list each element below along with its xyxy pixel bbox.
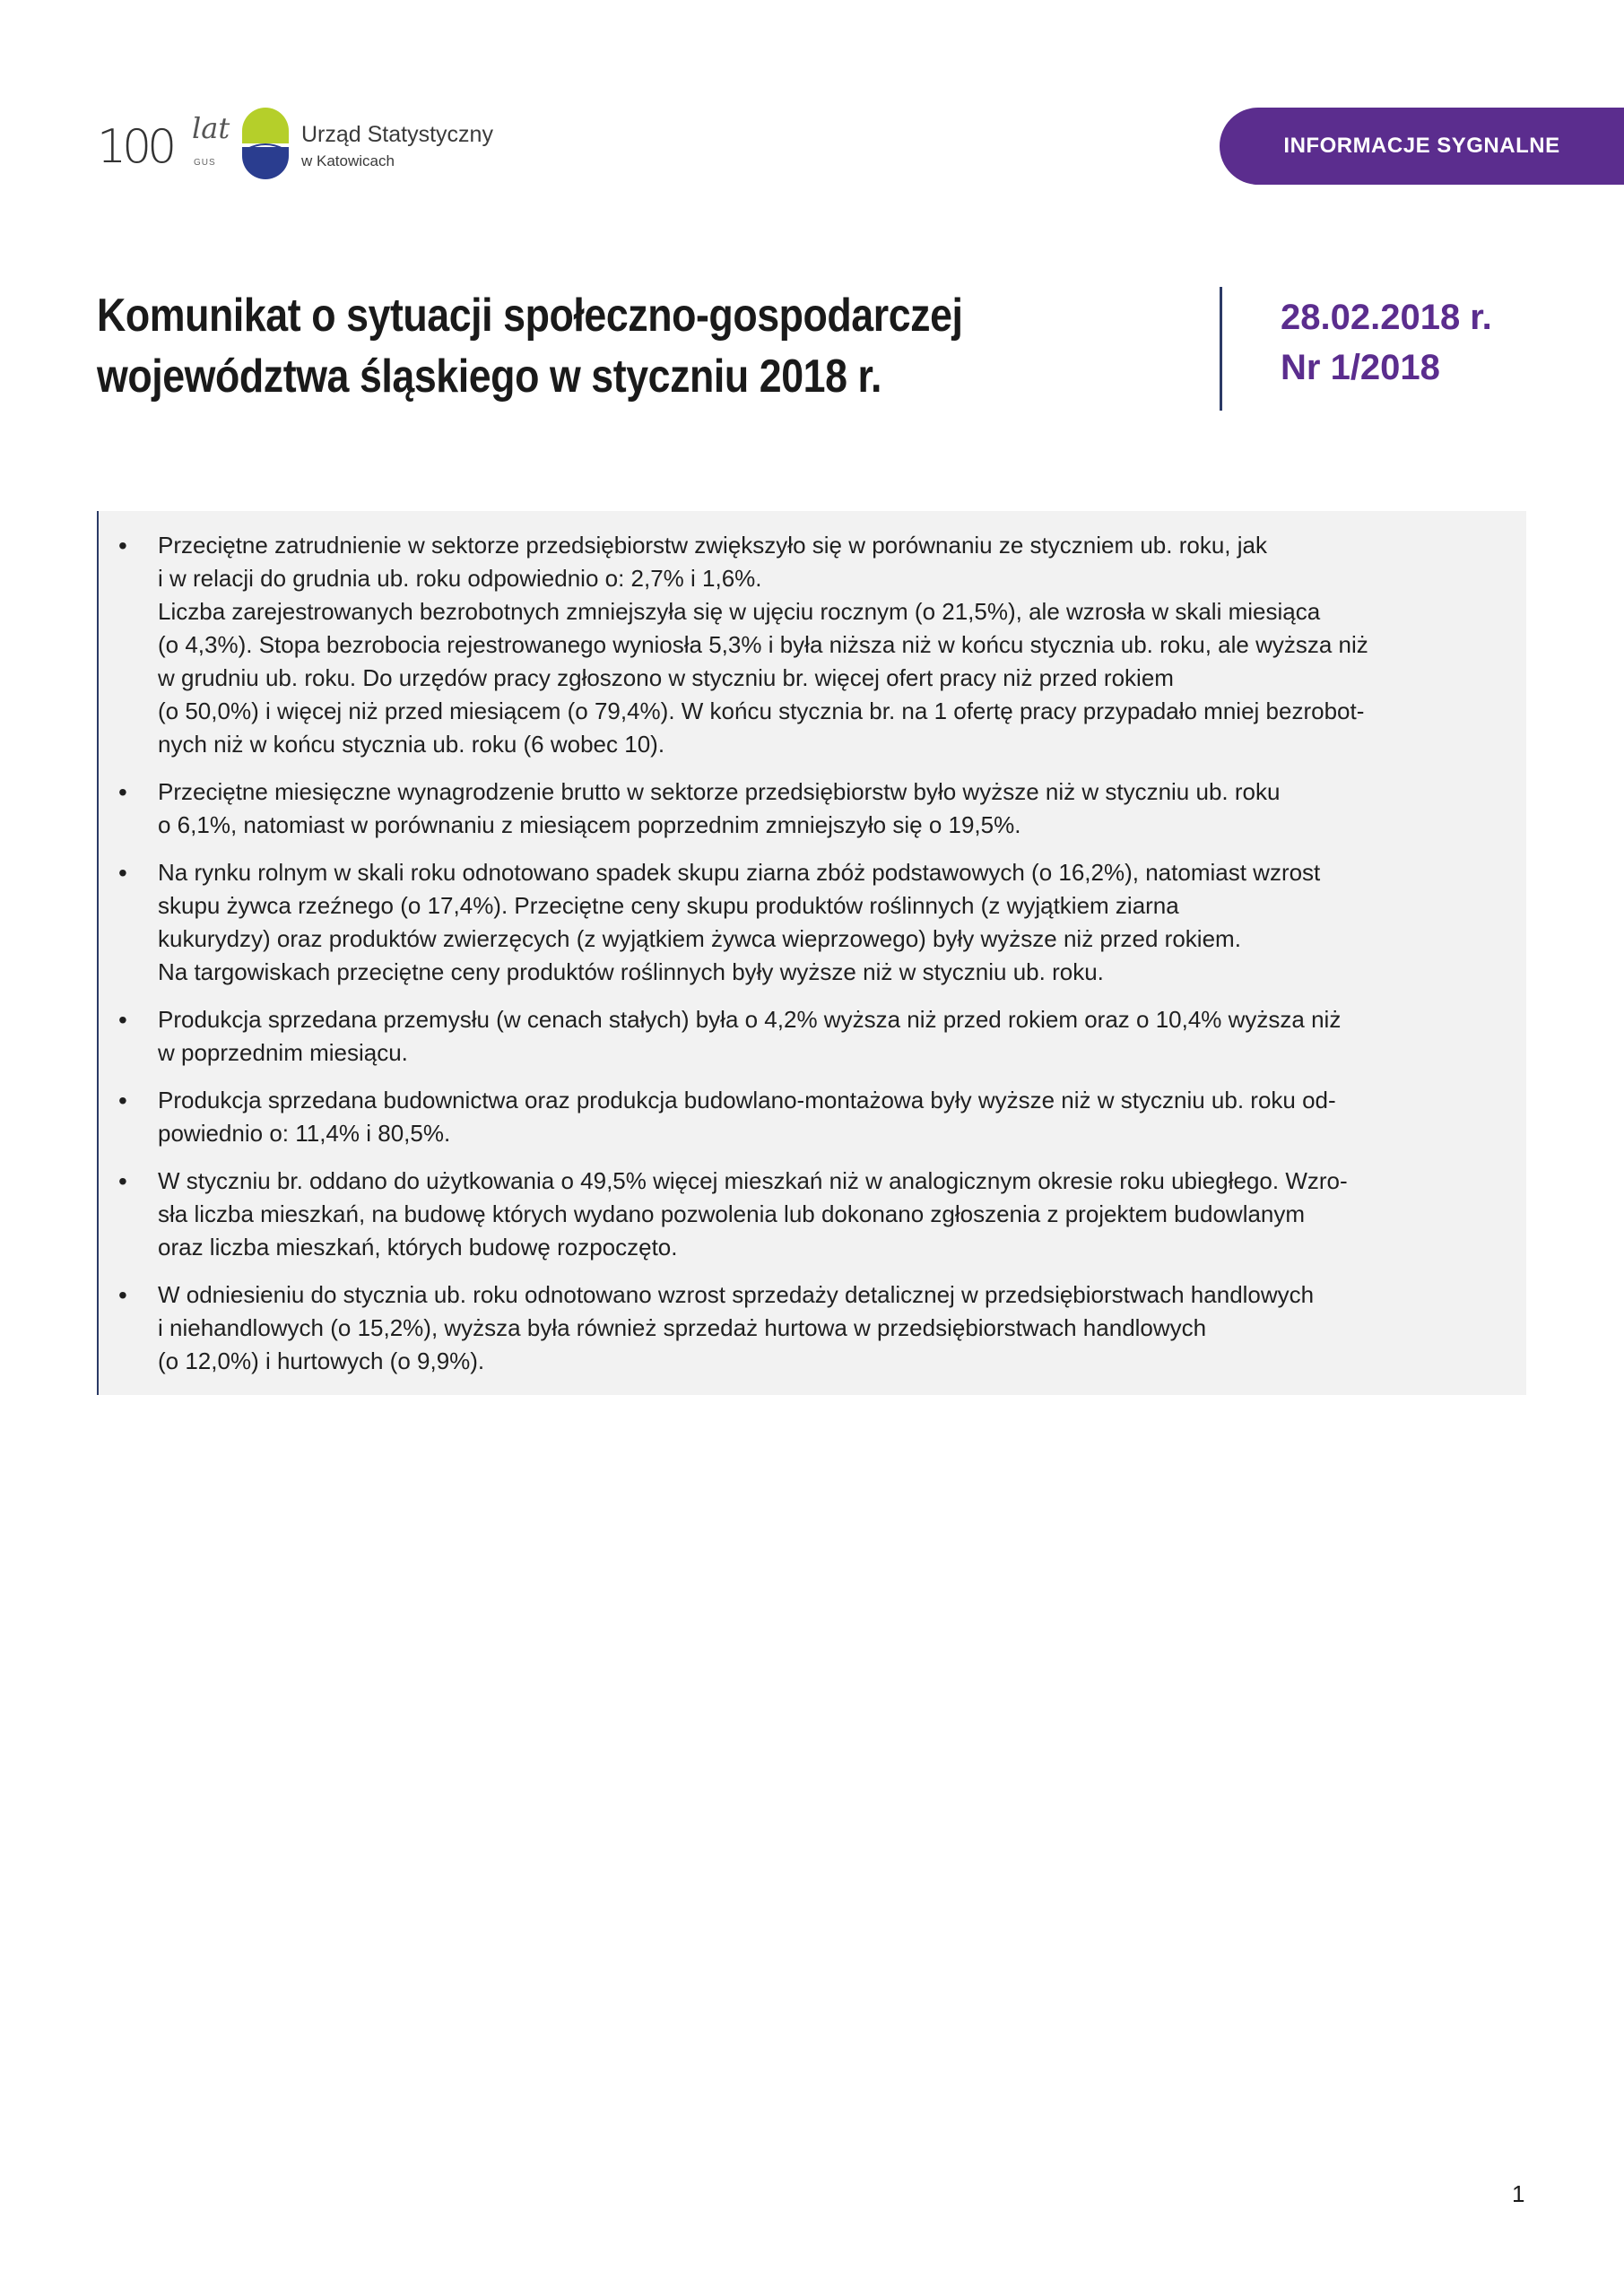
page-number: 1 [1512, 2180, 1525, 2207]
bullet-line: Na targowiskach przeciętne ceny produktów roślinnych były wyższe niż w styczniu ub. roku. [158, 958, 1104, 985]
summary-bullet [158, 856, 1508, 989]
bullet-line: oraz liczba mieszkań, których budowę rozpoczęto. [158, 1234, 678, 1261]
title-line: województwa śląskiego w styczniu 2018 r. [97, 351, 882, 403]
org-name-line1: Urząd Statystyczny [301, 122, 493, 147]
issue-info [1281, 292, 1492, 393]
bullet-line: Liczba zarejestrowanych bezrobotnych zmniejszyła się w ujęciu rocznym (o 21,5%), ale wzrosła w skali miesiąca [158, 598, 1321, 625]
summary-bullet [158, 775, 1508, 842]
logo-emblem-icon [239, 104, 292, 185]
issue-date: 28.02.2018 r. [1281, 298, 1492, 337]
bullet-line: (o 12,0%) i hurtowych (o 9,9%). [158, 1347, 485, 1374]
org-name-line2: w Katowicach [301, 152, 395, 169]
summary-bullet [158, 529, 1508, 761]
bullet-line: i niehandlowych (o 15,2%), wyższa była również sprzedaż hurtowa w przedsiębiorstwach handlowych [158, 1314, 1207, 1341]
bullet-line: w grudniu ub. roku. Do urzędów pracy zgłoszono w styczniu br. więcej ofert pracy niż przed rokiem [158, 664, 1174, 691]
bullet-line: • Przeciętne miesięczne wynagrodzenie brutto w sektorze przedsiębiorstw było wyższe niż w styczniu ub. roku [158, 778, 1281, 805]
bullet-line: w poprzednim miesiącu. [158, 1039, 408, 1066]
bullet-line: • Przeciętne zatrudnienie w sektorze przedsiębiorstw zwiększyło się w porównaniu ze styczniem ub. roku, jak [158, 532, 1267, 559]
issue-number: Nr 1/2018 [1281, 348, 1440, 387]
logo-lat: lat [192, 111, 230, 145]
logo-100: 100 [97, 120, 173, 174]
bullet-line: nych niż w końcu stycznia ub. roku (6 wobec 10). [158, 731, 665, 758]
summary-list [99, 511, 1526, 1378]
bullet-line: sła liczba mieszkań, na budowę których wydano pozwolenia lub dokonano zgłoszenia z projektem budowlanym [158, 1200, 1306, 1227]
summary-bullet [158, 1165, 1508, 1264]
summary-bullet [158, 1003, 1508, 1070]
document-title [97, 285, 1038, 407]
bullet-line: • Produkcja sprzedana przemysłu (w cenach stałych) była o 4,2% wyższa niż przed rokiem oraz o 10,4% wyższa niż [158, 1006, 1342, 1033]
bullet-line: kukurydzy) oraz produktów zwierzęcych (z wyjątkiem żywca wieprzowego) były wyższe niż przed rokiem. [158, 925, 1241, 952]
bullet-line: i w relacji do grudnia ub. roku odpowiednio o: 2,7% i 1,6%. [158, 565, 762, 592]
title-divider [1220, 287, 1222, 411]
category-tag: INFORMACJE SYGNALNE [1220, 108, 1624, 185]
bullet-line: (o 50,0%) i więcej niż przed miesiącem (o 79,4%). W końcu stycznia br. na 1 ofertę pracy przypadało mniej bezrobot- [158, 697, 1365, 724]
logo-gus: GUS [194, 158, 216, 168]
bullet-line: • W styczniu br. oddano do użytkowania o 49,5% więcej mieszkań niż w analogicznym okresie roku ubiegłego. Wzro- [158, 1167, 1348, 1194]
bullet-line: o 6,1%, natomiast w porównaniu z miesiącem poprzednim zmniejszyło się o 19,5%. [158, 811, 1021, 838]
summary-box [97, 511, 1526, 1395]
summary-bullet [158, 1278, 1508, 1378]
gus-logo [97, 100, 509, 190]
bullet-line: (o 4,3%). Stopa bezrobocia rejestrowanego wyniosła 5,3% i była niższa niż w końcu stycznia ub. roku, ale wyższa niż [158, 631, 1368, 658]
bullet-line: • W odniesieniu do stycznia ub. roku odnotowano wzrost sprzedaży detalicznej w przedsiębiorstwach handlowych [158, 1281, 1315, 1308]
bullet-line: • Produkcja sprzedana budownictwa oraz produkcja budowlano-montażowa były wyższe niż w styczniu ub. roku od- [158, 1087, 1336, 1113]
bullet-line: • Na rynku rolnym w skali roku odnotowano spadek skupu ziarna zbóż podstawowych (o 16,2%), natomiast wzrost [158, 859, 1321, 886]
title-line: Komunikat o sytuacji społeczno-gospodarczej [97, 290, 963, 342]
summary-bullet [158, 1084, 1508, 1150]
bullet-line: powiednio o: 11,4% i 80,5%. [158, 1120, 451, 1147]
bullet-line: skupu żywca rzeźnego (o 17,4%). Przeciętne ceny skupu produktów roślinnych (z wyjątkiem ziarna [158, 892, 1179, 919]
